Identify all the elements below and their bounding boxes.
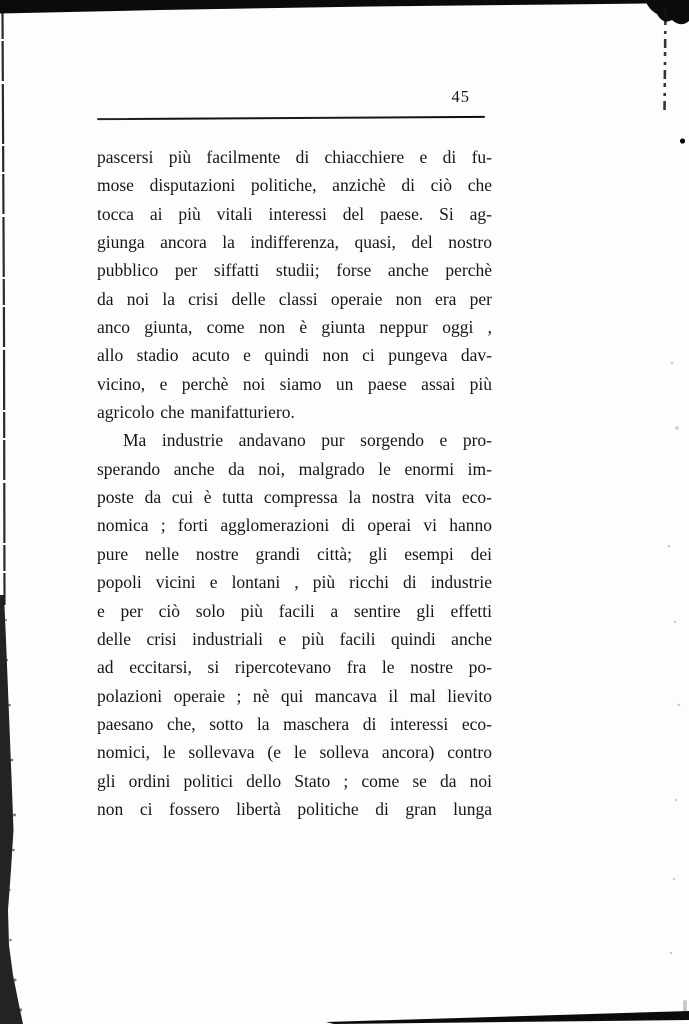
text-line: giunga ancora la indifferenza, quasi, del nostro xyxy=(97,232,492,253)
left-binding-band xyxy=(0,595,23,1024)
right-edge-speckles xyxy=(668,362,687,1013)
text-block xyxy=(97,143,492,823)
text-line: allo stadio acuto e quindi non ci pungeva dav- xyxy=(97,345,492,366)
ink-dot-right-margin xyxy=(680,138,685,143)
top-edge-band xyxy=(0,0,689,14)
page-number: 45 xyxy=(451,87,470,106)
text-line: poste da cui è tutta compressa la nostra vita eco- xyxy=(97,487,492,508)
header-rule xyxy=(97,116,485,121)
text-line: agricolo che manifatturiero. xyxy=(97,402,295,423)
broken-vertical-line xyxy=(665,8,666,113)
text-line: ad eccitarsi, si ripercotevano fra le nostre po- xyxy=(97,657,492,678)
text-line: delle crisi industriali e più facili quindi anche xyxy=(97,628,492,649)
text-line: non ci fossero libertà politiche di gran lunga xyxy=(97,798,492,819)
text-line: nomici, le sollevava (e le solleva ancora) contro xyxy=(97,742,492,763)
left-band-texture xyxy=(5,619,22,1012)
text-line: tocca ai più vitali interessi del paese. Si ag- xyxy=(97,203,492,224)
text-line: nomica ; forti agglomerazioni di operai vi hanno xyxy=(97,515,492,536)
text-line: pubblico per siffatti studii; forse anche perchè xyxy=(97,260,492,281)
bottom-edge-band xyxy=(326,1011,689,1024)
text-line: pascersi più facilmente di chiacchiere e di fu- xyxy=(97,147,492,167)
left-edge-line xyxy=(3,13,5,605)
text-line: Ma industrie andavano pur sorgendo e pro- xyxy=(123,430,492,451)
text-line: da noi la crisi delle classi operaie non era per xyxy=(97,288,492,309)
corner-ink-blob xyxy=(645,0,689,24)
text-line: vicino, e perchè noi siamo un paese assai più xyxy=(97,373,492,394)
text-line: gli ordini politici dello Stato ; come se da noi xyxy=(97,770,492,791)
text-line: paesano che, sotto la maschera di interessi eco- xyxy=(97,713,492,734)
text-line: mose disputazioni politiche, anzichè di ciò che xyxy=(97,175,492,196)
text-line: popoli vicini e lontani , più ricchi di industrie xyxy=(97,572,492,593)
text-line: anco giunta, come non è giunta neppur oggi , xyxy=(97,317,492,338)
text-line: e per ciò solo più facili a sentire gli effetti xyxy=(97,600,492,621)
text-line: sperando anche da noi, malgrado le enormi im- xyxy=(97,458,492,479)
text-line: polazioni operaie ; nè qui mancava il mal lievito xyxy=(97,685,492,706)
text-line: pure nelle nostre grandi città; gli esempi dei xyxy=(97,543,492,564)
